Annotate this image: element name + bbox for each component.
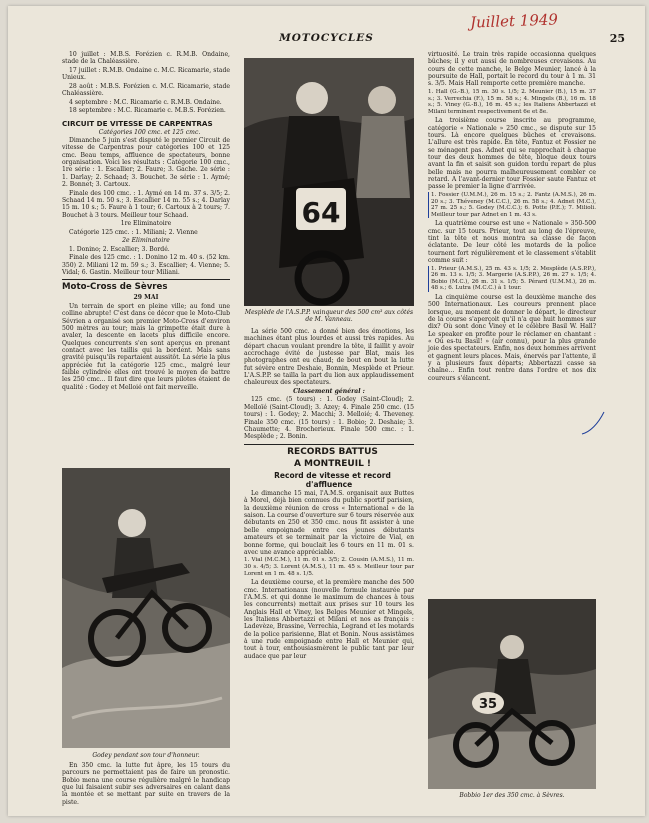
race-number-35: 35 <box>478 697 498 712</box>
classement-text: 125 cmc. (5 tours) : 1. Godey (Saint-Cloud); 2. Melloïé (Saint-Cloud); 3. Azey; 4. Finale 250 cmc. (15 tours) : 1. Godey; 2. Macchi; 3. Melloié; 4. Theveney. Finale 350 cmc. (15 tours) : 1. Bobio; 2. Deshaie; 3. Chaumette; 4. Brocherieux. Finale 500 cmc. : 1. Mesplède ; 2. Bonin. <box>244 396 414 441</box>
photo-mesplede <box>244 58 414 306</box>
course5-text: La cinquième course est la deuxième manche des 500 Internationaux. Les coureurs prennent place lorsque, au moment de donner le départ, le directeur de la course s'aperçoit qu'il n'a que huit hommes sur dix? Où sont donc Viney et le célèbre Basil W. Hall? Le speaker en profite pour le réclamer en chantant : « Où es-tu Basil! » (air connu), pour la plus grande joie des spectateurs. Enfin, nos deux hommes arrivent et gagnent leurs places. Mais, énervés par l'attente, il y a plusieurs faux départs; Abbertazzi casse sa chaîne... Enfin tout rentre dans l'ordre et nos dix coureurs s'élancent. <box>428 293 596 382</box>
page-number: 25 <box>609 32 625 45</box>
race-number-64: 64 <box>301 196 341 229</box>
records-heading: RECORDS BATTUS <box>287 446 378 457</box>
montreuil-500-text: La deuxième course, et la première manche des 500 cmc. Internationaux (nouvelle formule instaurée par l'A.M.S. et qui donne le maximum de chances à tous les concurrents) mettait aux prises sur 10 tours les Anglais Hall et Viney, les Belges Meunier et Mingels, les Italiens Abbertazzi et Milani et nos as français : Ladevèze, Brassine, Verrechia, Legrand et les motards de la police parisienne, Blat et Bonin. Nous assistâmes à une rude empoignade entre Hall et Meunier qui, tout à tour, enthousiasmèrent le public tant par leur audace que par leur <box>244 579 414 660</box>
schedule-line: 10 juillet : M.B.S. Forézien c. R.M.B. Ondaine, stade de la Chaléassière. <box>62 51 230 66</box>
column-left-bottom <box>62 762 230 807</box>
photo-mesplede-illustration <box>244 58 414 306</box>
course4-text: La quatrième course est une « Nationale » 350-500 cmc. sur 15 tours. Prieur, tout au long de l'épreuve, tint la tête et nous montra sa classe de façon éclatante. De leur côté les motards de la police tournent fort régulièrement et le classement s'établit comme suit : <box>428 220 596 264</box>
sevres-text: Un terrain de sport en pleine ville; au fond une colline abrupte! C'est dans ce décor que le Moto-Club Sévrien a organisé son premier Moto-Cross d'environ 500 mètres au tour; mais la grimpette était dure à avaler, la descente en lacets plus difficile encore. Quelques concurrents s'en sont aperçus en prenant contact avec les taillis qui la bordent. Mais sans gravité puisqu'ils repartaient aussitôt. La série la plus appréciée fut la catégorie 125 cmc., malgré leur faible cylindrée elles ont trouvé le moyen de battre les 250 cmc... Il faut dire que leurs pilotes étaient de qualité : Godey et Melloié ont fait merveille. <box>62 302 230 391</box>
montreuil-intro: Le dimanche 15 mai, l'A.M.S. organisait aux Buttes à Morel, déjà bien connues du public sportif parisien, la deuxième réunion de cross « International » de la saison. La course d'ouverture sur 6 tours réservée aux débutants en 250 et 350 cmc. nous fit assister à une belle empoignade entre ces jeunes débutants amateurs et se terminait par la victoire de Vial, en bonne forme, qui bouclait les 6 tours en 11 m. 01 s. avec une avance appréciable. <box>244 490 414 556</box>
elim1-text: Catégorie 125 cmc. : 1. Miliani; 2. Vienne <box>69 228 198 236</box>
schedule-line: 17 juillet : R.M.B. Ondaine c. M.C. Ricamarie, stade Unieux. <box>62 66 230 82</box>
photo-bobbio-illustration <box>428 599 596 789</box>
carpentras-heading: CIRCUIT DE VITESSE DE CARPENTRAS <box>62 118 213 128</box>
photo-mesplede-caption: Mesplède de l'A.S.P.P. vainqueur des 500 cm³ aux côtés de M. Vanneau. <box>244 309 414 323</box>
column-right <box>428 51 596 383</box>
schedule-line: 18 septembre : M.C. Ricamarie c. M.B.S. Forézien. <box>69 107 226 115</box>
schedule-line: 28 août : M.B.S. Forézien c. M.C. Ricamarie, stade Chaléassière. <box>62 82 230 98</box>
magazine-page <box>8 6 645 816</box>
photo-bobbio-caption: Bobbio 1er des 350 cmc. à Sèvres. <box>459 792 565 799</box>
virtuosite-text: virtuosité. Le train très rapide occasionna quelques bûches; il y eut aussi de nombreuses crevaisons. Au cours de cette manche, le Belge Meunier, lancé à la poursuite de Hall, portait le record du tour à 1 m. 31 s. 3/5. Mais Hall remporte cette première manche. <box>428 51 596 88</box>
photo-godey-illustration <box>62 468 230 748</box>
photo-godey <box>62 468 230 748</box>
result-debutants: 1. Vial (M.C.M.), 11 m. 01 s. 3/5; 2. Cousin (A.M.S.), 11 m. 30 s. 4/5; 3. Lorent (A.M.S.), 11 m. 45 s. Meilleur tour par Lorent en 1 m. 48 s. 1/5. <box>244 557 414 577</box>
records-subheading: Record de vitesse et record d'affluence <box>274 470 391 489</box>
sevres-heading: Moto-Cross de Sèvres <box>62 282 168 293</box>
classement-title: Classement général : <box>293 387 365 395</box>
final-125: Finale des 125 cmc. : 1. Donino 12 m. 40 s. (52 km. 350) 2. Miliani 12 m. 59 s.; 3. Escallier; 4. Vienne; 5. Vidal; 6. Gastin. Meilleur tour Miliani. <box>62 254 230 276</box>
schedule-line: 4 septembre : M.C. Ricamarie c. R.M.B. Ondaine. <box>69 98 222 106</box>
elim2-title: 2e Eliminatoire <box>122 237 170 245</box>
photo-bobbio <box>428 599 596 789</box>
running-title: MOTOCYCLES <box>279 32 374 44</box>
elim2-text: 1. Donino; 2. Escallier; 3. Bordé. <box>69 245 170 253</box>
series-500-text: La série 500 cmc. a donné bien des émotions, les machines étant plus lourdes et aussi très rapides. Au départ chacun voulant prendre la tête, il faillit y avoir accrochage évité de justesse par Blat, mais les photographes ont eu chaud; de bout en bout la lutte fut sévère entre Deshaie, Bonnin, Mesplède et Prieur. L'A.S.P.P. se tailla la part du lion aux applaudissement chaleureux des spectateurs. <box>244 328 414 387</box>
result-manche1: 1. Hall (G.-B.), 15 m. 30 s. 1/5; 2. Meunier (B.), 15 m. 37 s.; 3. Verrechia (F.), 15 m. 58 s.; 4. Mingels (B.), 16 m. 18 s.; 5. Viney (G.-B.), 16 m. 45 s.; les Italiens Abbertazzi et Milani terminent respectivement 6e et 8e. <box>428 88 596 115</box>
photo-godey-caption: Godey pendant son tour d'honneur. <box>92 752 200 759</box>
sevres-date: 29 MAI <box>133 294 159 302</box>
column-left <box>62 51 230 392</box>
carpentras-categories: Catégories 100 cmc. et 125 cmc. <box>98 128 201 136</box>
handwritten-note: Juillet 1949 <box>469 10 559 32</box>
column-middle <box>244 328 414 661</box>
result-course3: 1. Fossier (U.M.M.), 26 m. 15 s.; 2. Fantz (A.M.S.), 26 m. 20 s.; 3. Théveney (M.C.C.), 26 m. 58 s.; 4. Adnet (M.C.), 27 m. 25 s.; 5. Godey (M.C.C.); 6. Potte (P.E.); 7. Milioli. Meilleur tour par Adnet en 1 m. 43 s. <box>428 192 596 218</box>
elim1-title: 1re Eliminatoire <box>120 220 172 228</box>
carpentras-final-100: Finale des 100 cmc. : 1. Aymé en 14 m. 37 s. 3/5; 2. Schaad 14 m. 50 s.; 3. Escallier 14 m. 55 s.; 4. Darlay 15 m. 10 s.; 5. Faure à 1 tour; 6. Cartoux à 2 tours; 7. Bouchet à 3 tours. Meilleur tour Schaad. <box>62 189 230 219</box>
records-heading-2: A MONTREUIL ! <box>293 458 372 469</box>
carpentras-text: Dimanche 5 juin s'est disputé le premier Circuit de vitesse de Carpentras pour catégories 100 et 125 cmc. Beau temps, affluence de spectateurs, bonne organisation. Voici les résultats : Catégorie 100 cmc., 1re série : 1. Escallier; 2. Faure; 3. Gache. 2e série : 1. Darlay; 2. Schaad; 3. Bouchet. 3e série : 1. Aymé; 2. Bonnet; 3. Cartoux. <box>62 137 230 189</box>
course3-text: La troisième course inscrite au programme, catégorie « Nationale » 250 cmc., se dispute sur 15 tours. Là encore quelques bûches et crevaisons. L'allure est très rapide. En tête, Fantuz et Fossier ne se ménagent pas. Adnet qui se rapprochait à chaque tour des deux hommes de tête, bloque deux tours avant la fin et saisit son guidon tordu repart de plus belle mais ne pourra malheureusement combler ce retard. A l'avant-dernier tour Fossier saute Fantuz et passe le premier la ligne d'arrivée. <box>428 117 596 191</box>
result-course4: 1. Prieur (A.M.S.), 25 m. 43 s. 1/5; 2. Mesplède (A.S.P.P.), 26 m. 13 s. 1/5; 3. Margerie (A.S.P.P.), 26 m. 27 s. 1/5; 4. Bobio (M.C.), 26 m. 31 s. 1/5; 5. Pérard (U.M.M.), 26 m. 48 s.; 6. Lutra (M.C.C.) à 1 tour. <box>428 266 596 292</box>
divider <box>244 444 414 445</box>
divider <box>62 279 230 280</box>
pen-mark-icon <box>580 408 610 442</box>
bobio-350-text: En 350 cmc. la lutte fut âpre, les 15 tours du parcours ne permettaient pas de faire un pronostic. Bobio mena une course régulière malgré le handicap que lui faisaient subir ses adversaires en calant dans la montée et se mettant par suite en travers de la piste. <box>62 762 230 806</box>
